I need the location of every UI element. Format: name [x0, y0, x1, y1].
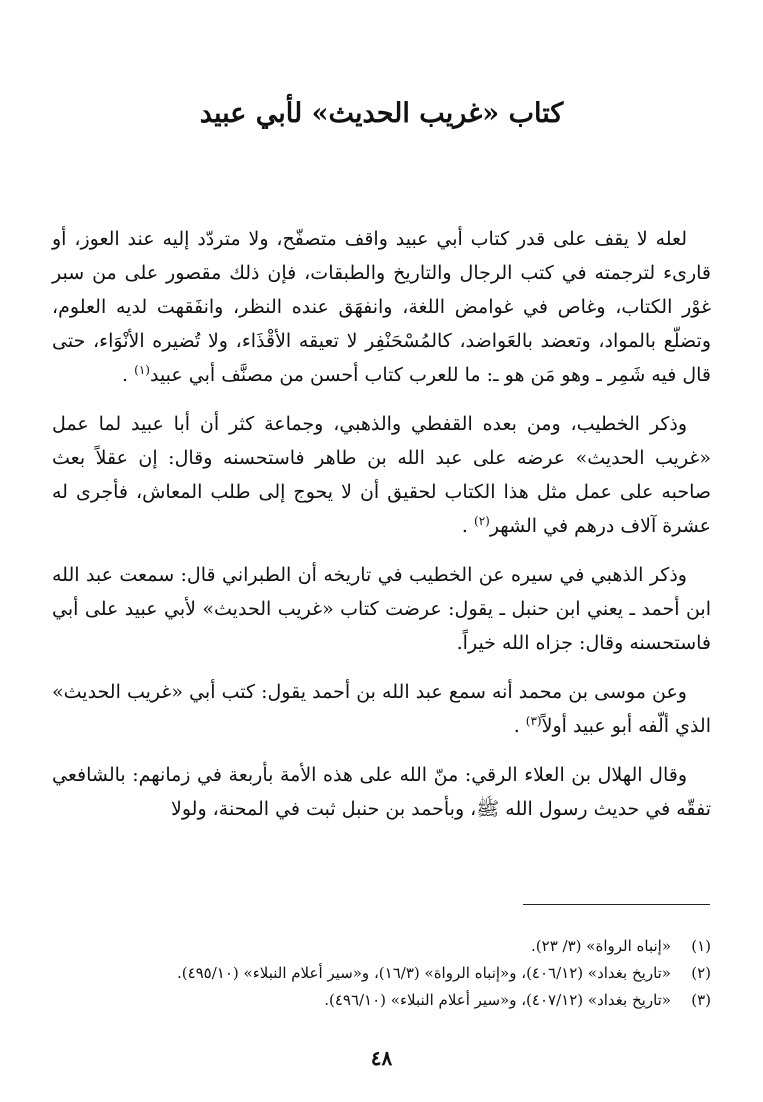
paragraph-text: وذكر الذهبي في سيره عن الخطيب في تاريخه أن الطبراني قال: سمعت عبد الله ابن أحمد ـ يعني ابن حنبل ـ يقول: عرضت كتاب «غريب الحديث» لأبي عبيد على أبي فاستحسنه وقال: جزاه الله خيراً.	[52, 564, 711, 654]
footnote-number: (٢)	[691, 964, 711, 982]
paragraph	[52, 407, 711, 543]
paragraph	[52, 758, 711, 826]
paragraph-text: وذكر الخطيب، ومن بعده القفطي والذهبي، وجماعة كثر أن أبا عبيد لما عمل «غريب الحديث» عرضه على عبد الله بن طاهر فاستحسنه وقال: إن عقلاً بعث صاحبه على عمل مثل هذا الكتاب لحقيق أن لا يحوج إلى طلب المعاش، فأجرى له عشرة آلاف درهم في الشهر	[52, 413, 711, 537]
paragraph	[52, 558, 711, 660]
footnote-item	[52, 960, 711, 987]
body-text	[52, 222, 711, 826]
footnote-number: (٣)	[691, 991, 711, 1009]
footnote-separator	[523, 904, 710, 905]
paragraph-text: وعن موسى بن محمد أنه سمع عبد الله بن أحمد يقول: كتب أبي «غريب الحديث» الذي ألّفه أبو عبيد أولاً	[52, 681, 711, 737]
paragraph-tail: .	[461, 515, 474, 537]
page-number: ٤٨	[370, 1046, 393, 1070]
paragraph-tail: .	[513, 715, 526, 737]
paragraph-tail: .	[122, 364, 135, 386]
footnotes	[52, 933, 711, 1014]
footnote-text: «تاريخ بغداد» (٤٠٧/١٢)، و«سير أعلام النبلاء» (٤٩٦/١٠).	[324, 991, 671, 1009]
footnote-ref: (٢)	[474, 514, 490, 528]
footnote-ref: (٣)	[525, 714, 542, 728]
chapter-title: كتاب «غريب الحديث» لأبي عبيد	[199, 98, 564, 129]
footnote-ref: (١)	[134, 363, 150, 377]
footnote-item	[52, 933, 711, 960]
paragraph	[52, 675, 711, 743]
paragraph-text: لعله لا يقف على قدر كتاب أبي عبيد واقف متصفّح، ولا متردّد إليه عند العوز، أو قارىء لترجمته في كتب الرجال والتاريخ والطبقات، فإن ذلك مقصور على من سبر غوْر الكتاب، وغاص في غوامض اللغة، وانفهَق عنده النظر، وانفَقهت لديه العلوم، وتضلّع بالمواد، وتعضد بالعَواضد، كالمُسْحَنْفِر لا تعيقه الأقْذَاء، ولا تُضيره الأنْوَاء، حتى قال فيه شَمِر ـ وهو مَن هو ـ: ما للعرب كتاب أحسن من مصنَّف أبي عبيد	[52, 228, 712, 386]
footnote-text: «تاريخ بغداد» (٤٠٦/١٢)، و«إنباه الرواة» (١٦/٣)، و«سير أعلام النبلاء» (٤٩٥/١٠).	[176, 964, 671, 982]
footnote-number: (١)	[691, 937, 711, 955]
paragraph	[52, 222, 711, 392]
paragraph-text: وقال الهلال بن العلاء الرقي: منّ الله على هذه الأمة بأربعة في زمانهم: بالشافعي تفقّه في حديث رسول الله ﷺ، وبأحمد بن حنبل ثبت في المحنة، ولولا	[52, 764, 711, 820]
footnote-text: «إنباه الرواة» (٣/ ٢٣).	[531, 937, 671, 955]
footnote-item	[52, 987, 711, 1014]
